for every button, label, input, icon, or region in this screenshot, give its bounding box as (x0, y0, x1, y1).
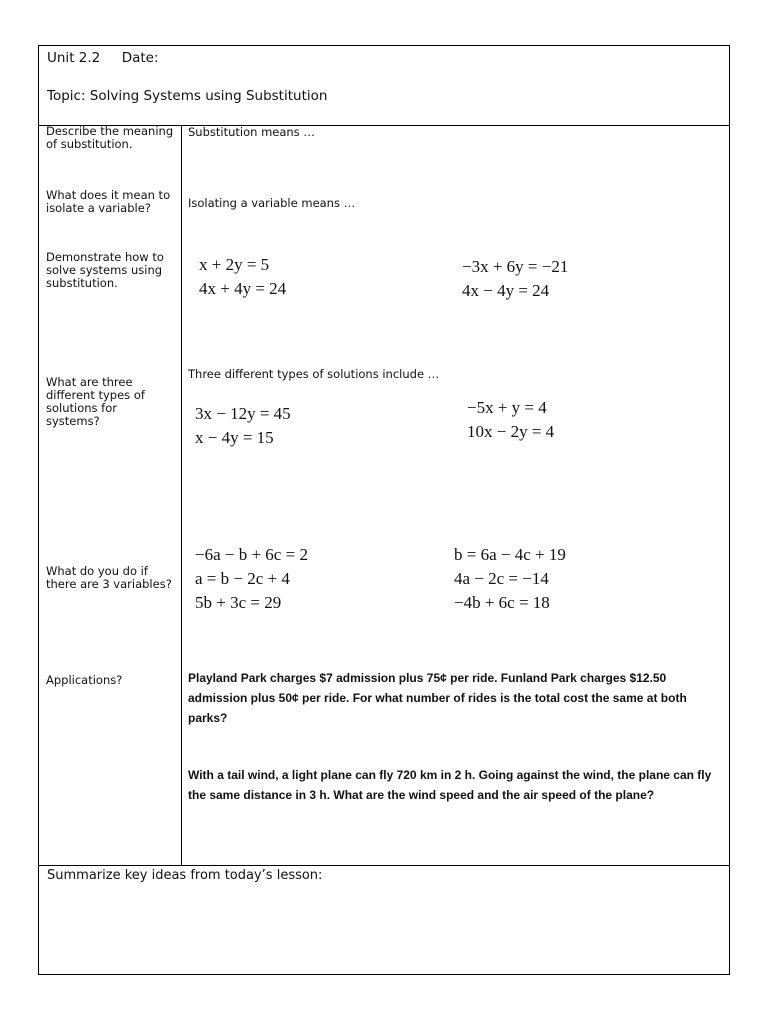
prompt-isolate: Isolating a variable means … (188, 196, 356, 210)
application-problem-2: With a tail wind, a light plane can fly 720 km in 2 h. Going against the wind, the plane can fly the same distance in 3 h. What are the wind speed and the air speed of the plane? (188, 768, 712, 802)
unit-date-label: Unit 2.2 Date: (47, 50, 159, 66)
equation: 4a − 2c = −14 (454, 569, 549, 588)
system-b-types (467, 396, 554, 444)
system-b-three-vars (454, 543, 566, 615)
question-applications: Applications? (46, 673, 123, 687)
equation: 4x + 4y = 24 (199, 279, 287, 298)
system-a-three-vars (195, 543, 308, 615)
prompt-substitution: Substitution means … (188, 125, 315, 139)
prompt-types: Three different types of solutions include … (188, 367, 440, 381)
equation: −4b + 6c = 18 (454, 593, 550, 612)
header (39, 46, 729, 126)
equation: −5x + y = 4 (467, 398, 547, 417)
equation: x + 2y = 5 (199, 255, 270, 274)
equation: x − 4y = 15 (195, 428, 274, 447)
equation: b = 6a − 4c + 19 (454, 545, 566, 564)
column-divider (181, 125, 182, 865)
worksheet (38, 45, 730, 975)
question-types: What are three different types of solutions for systems? (46, 375, 145, 428)
equation: 4x − 4y = 24 (462, 281, 550, 300)
question-demonstrate: Demonstrate how to solve systems using substitution. (46, 250, 164, 290)
question-isolate: What does it mean to isolate a variable? (46, 188, 171, 215)
question-three-vars: What do you do if there are 3 variables? (46, 564, 172, 591)
system-a-types (195, 402, 291, 450)
system-a-demonstrate (199, 253, 286, 301)
summary-label: Summarize key ideas from today’s lesson: (47, 868, 323, 883)
equation: −6a − b + 6c = 2 (195, 545, 308, 564)
equation: 10x − 2y = 4 (467, 422, 555, 441)
question-substitution: Describe the meaning of substitution. (46, 124, 174, 151)
equation: 5b + 3c = 29 (195, 593, 282, 612)
application-problem-1: Playland Park charges $7 admission plus 75¢ per ride. Funland Park charges $12.50 admission plus 50¢ per ride. For what number of rides is the total cost the same at both parks? (188, 671, 687, 725)
system-b-demonstrate (462, 255, 568, 303)
equation: −3x + 6y = −21 (462, 257, 569, 276)
equation: a = b − 2c + 4 (195, 569, 290, 588)
topic-label: Topic: Solving Systems using Substitution (47, 88, 328, 104)
summary-divider (39, 865, 729, 866)
equation: 3x − 12y = 45 (195, 404, 291, 423)
